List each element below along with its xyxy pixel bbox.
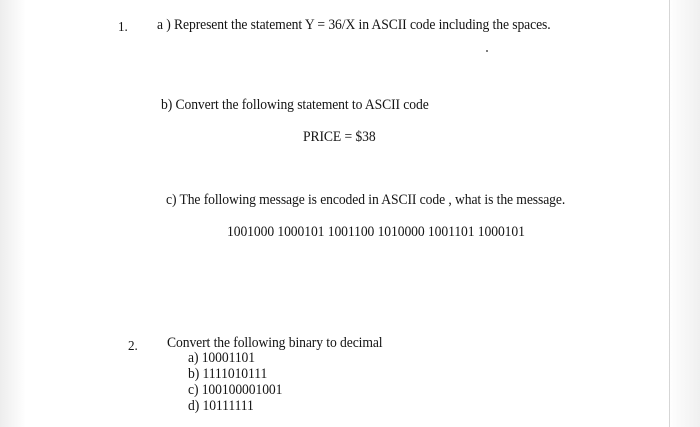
question-2-number: 2. xyxy=(128,339,138,354)
question-2-item-c: c) 100100001001 xyxy=(188,382,283,398)
question-2-prompt: Convert the following binary to decimal xyxy=(167,335,383,351)
question-1-number: 1. xyxy=(118,20,128,35)
question-1a-text: a ) Represent the statement Y = 36/X in ASCII code including the spaces. xyxy=(157,17,551,33)
question-1b-statement: PRICE = $38 xyxy=(303,129,376,145)
question-1c-text: c) The following message is encoded in ASCII code , what is the message. xyxy=(166,192,566,208)
question-2-item-b: b) 1111010111 xyxy=(188,366,268,382)
page-edge xyxy=(669,0,670,427)
stray-mark xyxy=(486,50,488,52)
question-1c-binary-message: 1001000 1000101 1001100 1010000 1001101 1000101 xyxy=(227,224,525,240)
question-2-item-d: d) 10111111 xyxy=(188,398,254,414)
question-1b-text: b) Convert the following statement to ASCII code xyxy=(161,97,429,113)
question-2-item-a: a) 10001101 xyxy=(188,350,255,366)
